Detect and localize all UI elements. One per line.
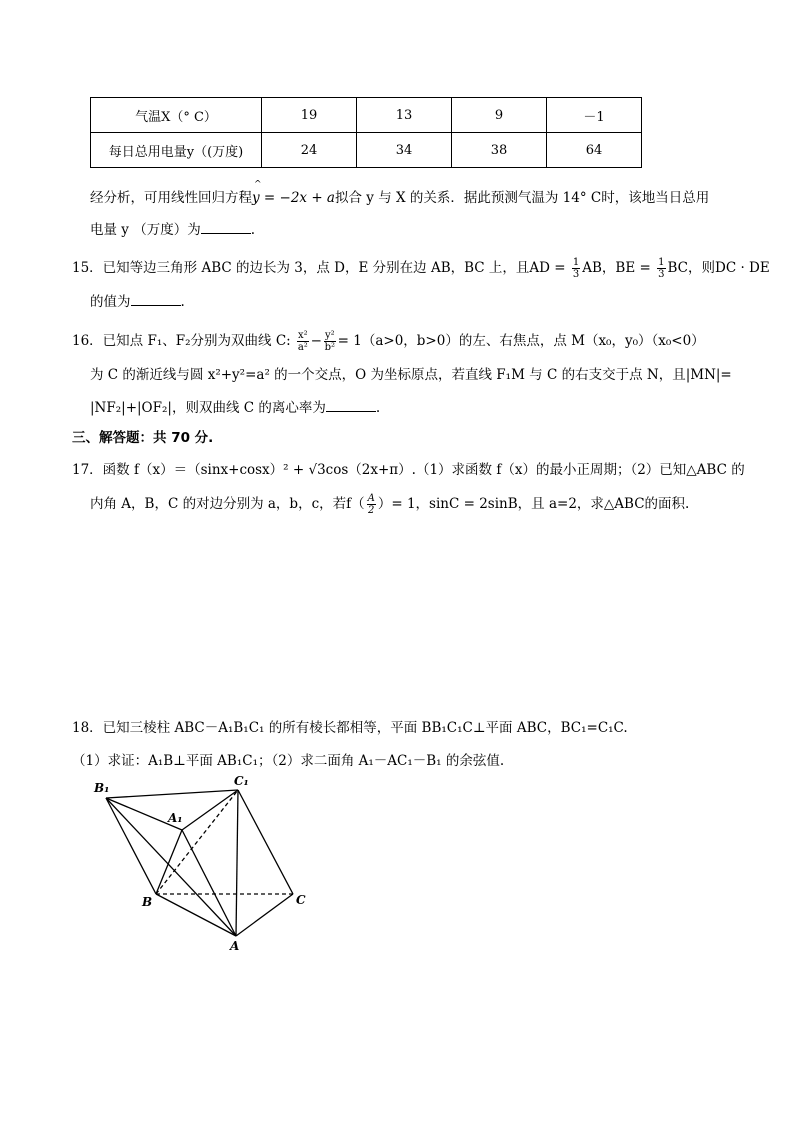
frac-den: b² — [324, 342, 336, 353]
fraction — [367, 493, 376, 516]
label-a1: A₁ — [168, 811, 183, 825]
edge-ba — [156, 894, 236, 936]
table-header-cell: 每日总用电量y（(万度) — [91, 133, 262, 168]
p16-line1 — [72, 329, 705, 353]
answer-blank — [326, 399, 376, 412]
fraction — [297, 330, 309, 353]
p14-text: 拟合 y 与 X 的关系．据此预测气温为 14° C时，该地当日总用 — [334, 190, 710, 206]
label-c1: C₁ — [234, 774, 249, 788]
p16-text: 为 C 的渐近线与圆 x²+y²=a² 的一个交点，O 为坐标原点，若直线 F₁M 与 C 的右支交于点 N，且|MN|= — [90, 367, 732, 383]
edge-c1c — [238, 790, 293, 894]
fraction — [657, 257, 665, 280]
minus-sign: − — [310, 333, 322, 349]
regression-equation-text: y = −2x + a — [252, 190, 335, 206]
p14-text: 电量 y （万度）为 — [90, 222, 201, 238]
p16-text: |NF₂|+|OF₂|，则双曲线 C 的离心率为 — [90, 400, 326, 416]
p16-text: 16．已知点 F₁、F₂分别为双曲线 C: — [72, 333, 291, 349]
label-a: A — [230, 939, 240, 953]
p14-text: 经分析，可用线性回归方程 — [90, 190, 252, 206]
p17-text: 内角 A，B，C 的对边分别为 a，b，c，若f（ — [90, 496, 365, 512]
table-header-cell: 气温X（° C） — [91, 98, 262, 133]
p18-text: 18．已知三棱柱 ABC－A₁B₁C₁ 的所有棱长都相等，平面 BB₁C₁C⊥平面 ABC，BC₁=C₁C. — [72, 720, 628, 736]
table-cell: 64 — [547, 133, 642, 168]
edge-ca — [236, 894, 293, 936]
p15-line2: 的值为 . — [90, 294, 185, 310]
table-cell: 13 — [357, 98, 452, 133]
edge-a1a — [182, 830, 236, 936]
frac-den: 3 — [572, 269, 580, 280]
table-cell: 19 — [262, 98, 357, 133]
table-cell: －1 — [547, 98, 642, 133]
frac-num: 1 — [572, 257, 580, 268]
edge-a1c1 — [182, 790, 238, 830]
p17-text: ）= 1，sinC = 2sinB，且 a=2，求△ABC的面积. — [377, 496, 690, 512]
p15-line1 — [72, 256, 770, 280]
answer-blank — [201, 221, 251, 234]
frac-num: x² — [298, 330, 308, 341]
p16-line3: |NF₂|+|OF₂|，则双曲线 C 的离心率为 . — [90, 400, 381, 416]
regression-equation: ^ y = −2x + a — [252, 180, 335, 206]
p15-text: 的值为 — [90, 294, 131, 310]
frac-num: 1 — [658, 257, 665, 268]
label-b1: B₁ — [94, 781, 110, 795]
table-cell: 38 — [452, 133, 547, 168]
edge-b1b — [106, 798, 156, 894]
p14-line1 — [90, 180, 710, 206]
answer-blank — [131, 293, 181, 306]
p16-text: = 1（a>0，b>0）的左、右焦点，点 M（x₀，y₀）（x₀<0） — [337, 333, 705, 349]
frac-den: 2 — [368, 505, 375, 516]
p17-line2 — [90, 492, 689, 516]
frac-num: y² — [324, 330, 335, 341]
table-row — [91, 98, 642, 133]
edge-b1c1 — [106, 790, 238, 798]
frac-den: a² — [297, 342, 308, 353]
p17-text: 17．函数 f（x）＝（sinx+cosx）² + √3cos（2x+π）.（1）求函数 f（x）的最小正周期；（2）已知△ABC 的 — [72, 462, 745, 478]
table-cell: 34 — [357, 133, 452, 168]
edge-a1b — [156, 830, 182, 894]
p15-text: BC，则DC · DE — [667, 260, 770, 276]
p18-line2 — [72, 749, 504, 769]
prism-figure — [80, 770, 330, 960]
frac-den: 3 — [658, 269, 665, 280]
label-c: C — [296, 893, 306, 907]
p16-line2 — [90, 363, 732, 383]
frac-num: A — [367, 493, 375, 504]
table-row — [91, 133, 642, 168]
p18-line1 — [72, 716, 628, 736]
label-b: B — [142, 895, 153, 909]
p17-line1 — [72, 458, 745, 478]
edge-bc1-hidden — [156, 790, 238, 894]
fraction — [572, 257, 580, 280]
section-title: 三、解答题：共 70 分. — [72, 430, 214, 446]
edge-c1a — [236, 790, 238, 936]
data-table — [90, 97, 642, 168]
table-cell: 9 — [452, 98, 547, 133]
table-cell: 24 — [262, 133, 357, 168]
p15-text: 15．已知等边三角形 ABC 的边长为 3，点 D，E 分别在边 AB，BC 上，且AD = — [72, 260, 566, 276]
p18-text: （1）求证：A₁B⊥平面 AB₁C₁；（2）求二面角 A₁－AC₁－B₁ 的余弦值. — [72, 753, 505, 769]
p15-text: AB，BE = — [582, 260, 651, 276]
fraction — [324, 330, 336, 353]
p14-line2: 电量 y （万度）为 . — [90, 222, 256, 238]
